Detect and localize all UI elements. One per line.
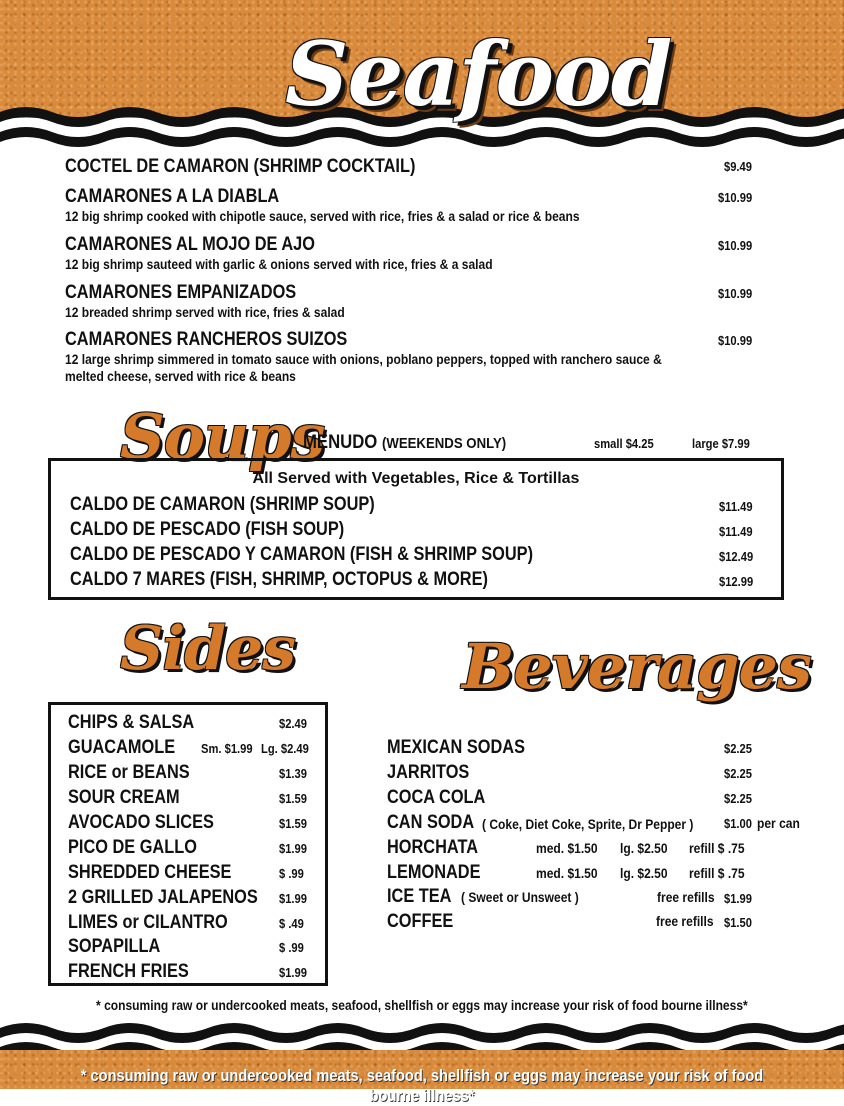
seafood-item-price: $10.99 bbox=[718, 286, 753, 301]
menudo-large-price: large $7.99 bbox=[692, 436, 750, 451]
beverage-coffee-refills: free refills bbox=[656, 913, 714, 929]
side-item-price: $ .99 bbox=[279, 940, 304, 955]
side-item-price: $1.59 bbox=[279, 791, 307, 806]
beverage-lemonade-large: lg. $2.50 bbox=[620, 865, 668, 881]
beverage-can-soda: CAN SODA bbox=[387, 812, 475, 833]
food-safety-disclaimer-text: * consuming raw or undercooked meats, seafood, shellfish or eggs may increase your risk of food bourne illness* bbox=[96, 997, 748, 1013]
seafood-item-description: 12 breaded shrimp served with rice, fries & salad bbox=[65, 304, 345, 320]
beverage-ice-tea-note: ( Sweet or Unsweet ) bbox=[461, 889, 579, 905]
side-item-name: CHIPS & SALSA bbox=[68, 712, 195, 733]
beverage-horchata-large: lg. $2.50 bbox=[620, 840, 668, 856]
side-item-name: LIMES or CILANTRO bbox=[68, 912, 228, 933]
soup-item-price: $11.49 bbox=[719, 499, 753, 514]
menudo-name: MENUDO bbox=[303, 432, 378, 453]
side-item-price: $2.49 bbox=[279, 716, 307, 731]
menudo-small-price: small $4.25 bbox=[594, 436, 654, 451]
beverage-ice-tea: ICE TEA bbox=[387, 886, 452, 907]
seafood-item bbox=[65, 282, 765, 321]
beverage-can-soda-note: ( Coke, Diet Coke, Sprite, Dr Pepper ) bbox=[482, 816, 694, 832]
side-item-price: $1.99 bbox=[279, 841, 307, 856]
beverage-ice-tea-refills: free refills bbox=[657, 889, 715, 905]
side-item-name: RICE or BEANS bbox=[68, 762, 190, 783]
footer-disclaimer-text: * consuming raw or undercooked meats, seafood, shellfish or eggs may increase your risk of food bourne illness* bbox=[80, 1066, 764, 1105]
sides-box bbox=[48, 702, 328, 986]
soup-item-price: $12.99 bbox=[719, 574, 754, 589]
seafood-item-price: $10.99 bbox=[718, 190, 753, 205]
seafood-item-description: 12 large shrimp simmered in tomato sauce with onions, poblano peppers, topped with ranchero sauce & melted cheese, served with rice & beans bbox=[65, 351, 662, 384]
beverage-horchata-medium: med. $1.50 bbox=[536, 840, 598, 856]
seafood-item-description: 12 big shrimp sauteed with garlic & onions served with rice, fries & a salad bbox=[65, 256, 493, 272]
sides-title: Sides bbox=[120, 614, 296, 684]
beverage-lemonade-medium: med. $1.50 bbox=[536, 865, 598, 881]
seafood-item-price: $10.99 bbox=[718, 238, 753, 253]
menudo-item bbox=[303, 432, 506, 454]
beverage-ice-tea-price: $1.99 bbox=[724, 891, 752, 906]
seafood-item-name: COCTEL DE CAMARON (SHRIMP COCKTAIL) bbox=[65, 156, 416, 177]
soups-box-header: All Served with Vegetables, Rice & Tortillas bbox=[252, 470, 580, 487]
seafood-item bbox=[65, 234, 765, 273]
beverage-horchata: HORCHATA bbox=[387, 837, 479, 858]
seafood-item bbox=[65, 186, 765, 225]
menudo-note: (WEEKENDS ONLY) bbox=[381, 435, 507, 452]
side-item-price: $1.39 bbox=[279, 766, 307, 781]
soup-item-price: $12.49 bbox=[719, 549, 754, 564]
side-item-price: $1.99 bbox=[279, 965, 307, 980]
beverage-lemonade-refill: refill $ .75 bbox=[689, 865, 745, 881]
seafood-item-name: CAMARONES AL MOJO DE AJO bbox=[65, 234, 315, 255]
soups-title: Soups bbox=[120, 400, 325, 473]
seafood-item bbox=[65, 329, 765, 385]
side-item-price: $1.59 bbox=[279, 816, 307, 831]
soup-item-name: CALDO 7 MARES (FISH, SHRIMP, OCTOPUS & MORE) bbox=[70, 569, 488, 590]
side-item-name: AVOCADO SLICES bbox=[68, 812, 214, 833]
side-item-price: $1.99 bbox=[279, 891, 307, 906]
beverage-coca-cola-price: $2.25 bbox=[724, 791, 752, 806]
beverage-coffee-price: $1.50 bbox=[724, 915, 752, 930]
beverage-coffee: COFFEE bbox=[387, 911, 454, 932]
seafood-item-name: CAMARONES EMPANIZADOS bbox=[65, 282, 297, 303]
beverage-can-soda-price: $1.00 bbox=[724, 816, 752, 831]
food-safety-disclaimer bbox=[0, 997, 844, 1013]
side-item-name: 2 GRILLED JALAPENOS bbox=[68, 887, 258, 908]
guacamole-small-price: Sm. $1.99 bbox=[201, 741, 253, 756]
beverage-lemonade: LEMONADE bbox=[387, 862, 481, 883]
soup-item-name: CALDO DE CAMARON (SHRIMP SOUP) bbox=[70, 494, 375, 515]
side-item-name: SOUR CREAM bbox=[68, 787, 180, 808]
beverage-jarritos: JARRITOS bbox=[387, 762, 470, 783]
side-item-name: FRENCH FRIES bbox=[68, 961, 189, 982]
seafood-item-price: $10.99 bbox=[718, 333, 753, 348]
footer-disclaimer bbox=[0, 1066, 844, 1106]
beverages-title: Beverages bbox=[462, 630, 811, 703]
seafood-item-name: CAMARONES RANCHEROS SUIZOS bbox=[65, 329, 348, 350]
side-item-price: $ .99 bbox=[279, 866, 304, 881]
soup-item-name: CALDO DE PESCADO (FISH SOUP) bbox=[70, 519, 345, 540]
seafood-item-price: $9.49 bbox=[724, 159, 752, 174]
seafood-item-name: CAMARONES A LA DIABLA bbox=[65, 186, 280, 207]
side-item-name: SOPAPILLA bbox=[68, 936, 161, 957]
side-item-name: PICO DE GALLO bbox=[68, 837, 197, 858]
beverage-mexican-sodas: MEXICAN SODAS bbox=[387, 737, 526, 758]
side-item-name: SHREDDED CHEESE bbox=[68, 862, 232, 883]
soup-item-name: CALDO DE PESCADO Y CAMARON (FISH & SHRIMP SOUP) bbox=[70, 544, 534, 565]
seafood-title: Seafood bbox=[285, 22, 672, 126]
beverage-jarritos-price: $2.25 bbox=[724, 766, 752, 781]
seafood-item-description: 12 big shrimp cooked with chipotle sauce, served with rice, fries & a salad or rice & beans bbox=[65, 208, 580, 224]
guacamole-large-price: Lg. $2.49 bbox=[261, 741, 309, 756]
soups-box bbox=[48, 458, 784, 600]
soup-item-price: $11.49 bbox=[719, 524, 753, 539]
beverage-can-soda-unit: per can bbox=[757, 815, 800, 831]
seafood-item bbox=[65, 156, 765, 178]
beverage-mexican-sodas-price: $2.25 bbox=[724, 741, 752, 756]
side-item-price: $ .49 bbox=[279, 916, 304, 931]
side-item-name: GUACAMOLE bbox=[68, 737, 176, 758]
beverage-horchata-refill: refill $ .75 bbox=[689, 840, 745, 856]
beverage-coca-cola: COCA COLA bbox=[387, 787, 486, 808]
